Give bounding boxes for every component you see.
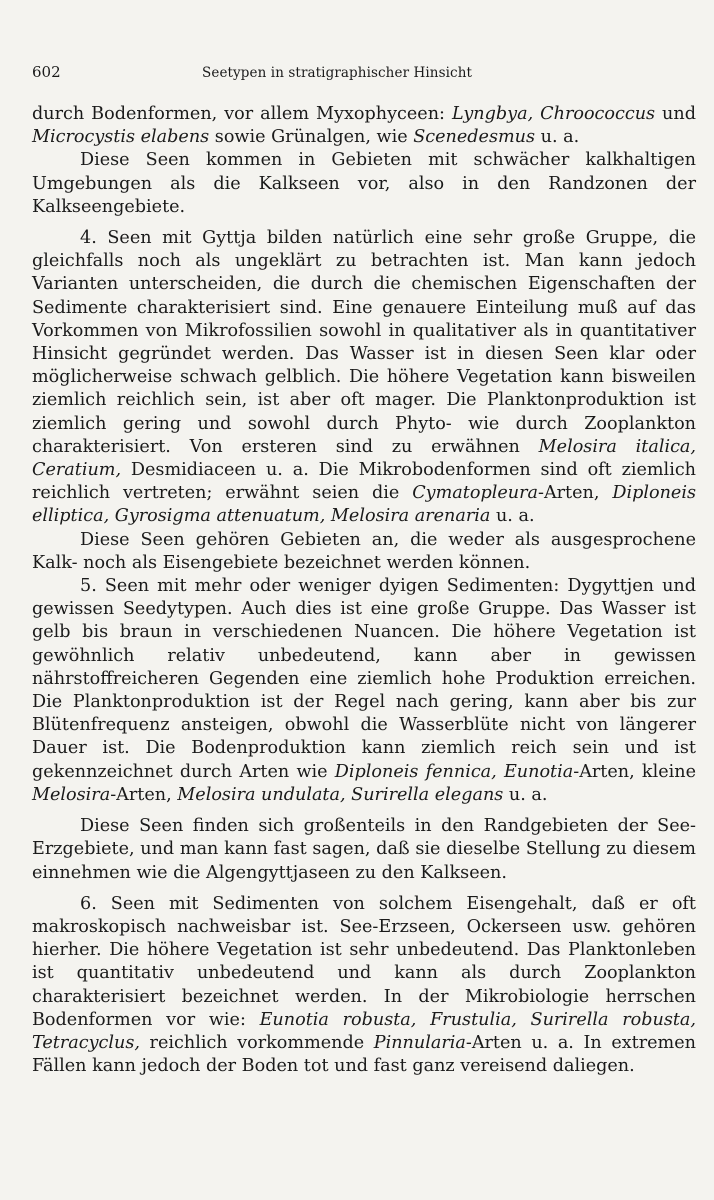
- text-run: -Arten, kleine: [573, 761, 696, 782]
- text-run: 6. Seen mit Sedimenten von solchem Eisengehalt, daß er oft makroskopisch nachweisbar ist. See-Erzseen, Ockerseen usw. gehören hierher. Die höhere Vegetation ist sehr unbedeutend. Das Planktonleben ist quantitativ unbedeutend und kann als durch Zooplankton charakterisiert bezeichnet werden. In der Mikrobiologie herrschen Bodenformen vor wie:: [32, 893, 696, 1030]
- italic-run: Diploneis elliptica, Gyrosigma attenuatum, Melosira arenaria: [32, 483, 696, 527]
- italic-run: Lyngbya, Chroococcus: [451, 104, 656, 124]
- paragraph: [32, 575, 696, 807]
- text-run: durch Bodenformen, vor allem Myxophyceen:: [32, 104, 452, 124]
- text-run: 4. Seen mit Gyttja bilden natürlich eine sehr große Gruppe, die gleichfalls noch als ungeklärt zu betrachten ist. Man kann jedoch Varianten unterscheiden, die durch die chemischen Eigenschaften der Sedimente charakterisiert sind. Eine genauere Einteilung muß auf das Vorkommen von Mikrofossilien sowohl in qualitativer als in quantitativer Hinsicht gegründet werden. Das Wasser ist in diesen Seen klar oder möglicherweise schwach gelblich. Die höhere Vegetation kann bisweilen ziemlich reichlich sein, ist aber oft mager. Die Planktonproduktion ist ziemlich gering und sowohl durch Phyto- wie durch Zooplankton charakterisiert. Von ersteren sind zu erwähnen: [32, 228, 696, 457]
- text-run: -Arten,: [110, 784, 178, 805]
- paragraph: [32, 227, 696, 529]
- italic-run: Scenedesmus: [413, 127, 536, 148]
- text-run: -Arten u. a. In extremen Fällen kann jedoch der Boden tot und fast ganz vereisend daliegen.: [32, 1032, 696, 1077]
- paragraph: [32, 815, 696, 885]
- paragraph: [32, 893, 696, 1079]
- page-number: 602: [32, 63, 61, 81]
- text-run: und: [655, 104, 696, 124]
- italic-run: Pinnularia: [373, 1032, 466, 1053]
- running-title: Seetypen in stratigraphischer Hinsicht: [202, 65, 473, 81]
- paragraph: [32, 149, 696, 219]
- italic-run: Microcystis elabens: [32, 127, 210, 148]
- italic-run: Diploneis fennica, Eunotia: [334, 761, 574, 782]
- page-header: [32, 62, 696, 83]
- italic-run: Cymatopleura: [412, 483, 538, 504]
- paragraph: [32, 103, 696, 149]
- text-run: -Arten,: [538, 483, 613, 504]
- text-run: Diese Seen kommen in Gebieten mit schwächer kalkhaltigen Umgebungen als die Kalkseen vor, also in den Randzonen der Kalkseengebiete.: [32, 150, 696, 217]
- italic-run: Melosira undulata, Surirella elegans: [177, 784, 504, 805]
- text-run: Diese Seen gehören Gebieten an, die weder als ausgesprochene Kalk- noch als Eisengebiete bezeichnet werden können.: [32, 529, 696, 573]
- text-run: u. a.: [535, 127, 580, 148]
- paragraph: [32, 529, 696, 575]
- text-run: u. a.: [490, 506, 535, 527]
- italic-run: Eunotia robusta, Frustulia, Surirella robusta, Tetracyclus,: [32, 1009, 696, 1053]
- italic-run: Melosira italica, Ceratium,: [32, 436, 697, 481]
- text-run: Diese Seen finden sich großenteils in den Randgebieten der See-Erzgebiete, und man kann fast sagen, daß sie dieselbe Stellung zu diesem einnehmen wie die Algengyttjaseen zu den Kalkseen.: [32, 816, 696, 883]
- text-run: u. a.: [503, 784, 548, 805]
- body-text: [32, 103, 696, 1078]
- text-run: reichlich vorkommende: [139, 1032, 374, 1053]
- italic-run: Melosira: [32, 784, 111, 805]
- text-run: Desmidiaceen u. a. Die Mikrobodenformen sind oft ziemlich reichlich vertreten; erwähnt seien die: [32, 460, 696, 504]
- text-run: sowie Grünalgen, wie: [209, 127, 414, 148]
- text-run: 5. Seen mit mehr oder weniger dyigen Sedimenten: Dygyttjen und gewissen Seedytypen. Auch dies ist eine große Gruppe. Das Wasser ist gelb bis braun in verschiedenen Nuancen. Die höhere Vegetation ist gewöhnlich relativ unbedeutend, kann aber in gewissen nährstoffreicheren Gegenden eine ziemlich hohe Produktion erreichen. Die Planktonproduktion ist der Regel nach gering, kann aber bis zur Blütenfrequenz ansteigen, obwohl die Wasserblüte nicht von längerer Dauer ist. Die Bodenproduktion kann ziemlich reich sein und ist gekennzeichnet durch Arten wie: [32, 576, 696, 782]
